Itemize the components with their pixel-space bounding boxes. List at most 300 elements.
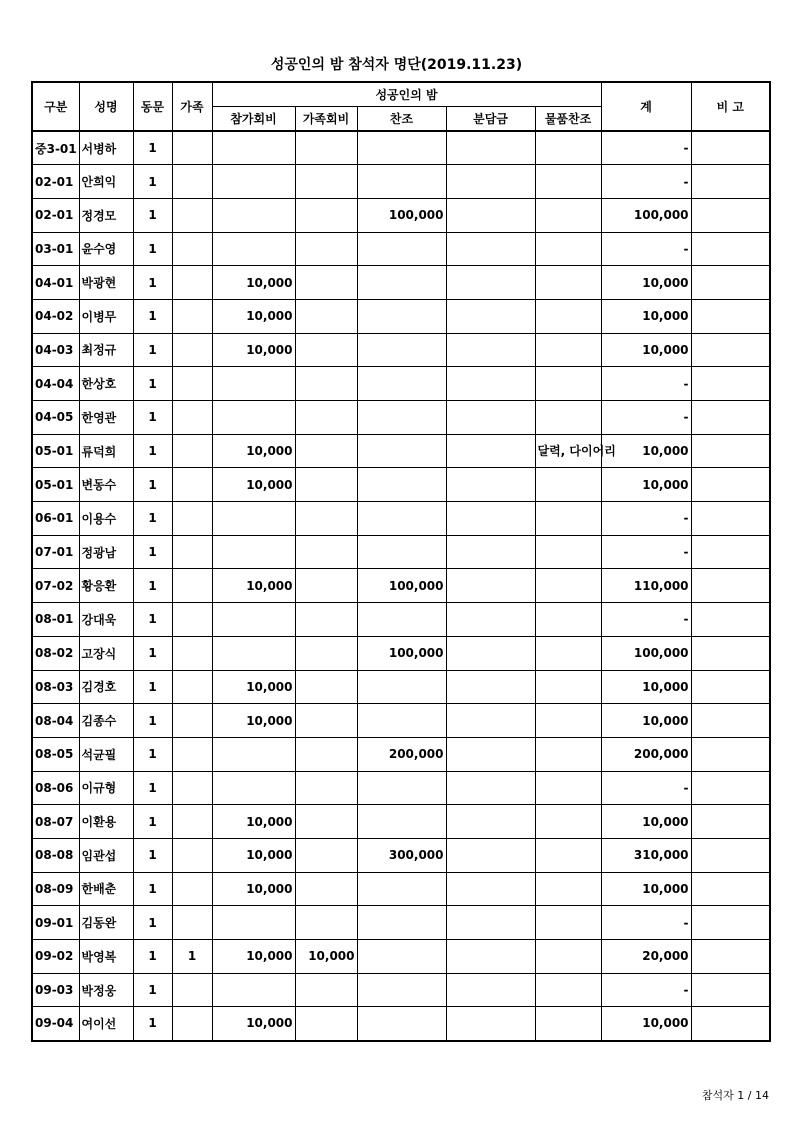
cell-total: - xyxy=(601,165,691,199)
cell-fee xyxy=(212,973,295,1007)
cell-family xyxy=(172,367,212,401)
cell-family-fee xyxy=(295,232,357,266)
cell-goods xyxy=(535,973,601,1007)
table-row xyxy=(32,737,770,771)
cell-family-fee xyxy=(295,838,357,872)
cell-note xyxy=(691,569,770,603)
table-row xyxy=(32,603,770,637)
cell-fee xyxy=(212,232,295,266)
cell-dongmun: 1 xyxy=(133,737,172,771)
cell-family-fee xyxy=(295,670,357,704)
cell-goods xyxy=(535,299,601,333)
cell-dongmun: 1 xyxy=(133,805,172,839)
cell-fee xyxy=(212,165,295,199)
cell-sponsor xyxy=(357,468,446,502)
table-row xyxy=(32,535,770,569)
cell-note xyxy=(691,434,770,468)
cell-name: 김경호 xyxy=(79,670,133,704)
cell-gubun: 04-03 xyxy=(32,333,79,367)
cell-name: 박영복 xyxy=(79,940,133,974)
cell-total: 10,000 xyxy=(601,1007,691,1041)
cell-sponsor xyxy=(357,502,446,536)
cell-fee: 10,000 xyxy=(212,333,295,367)
cell-note xyxy=(691,838,770,872)
table-row xyxy=(32,367,770,401)
cell-note xyxy=(691,535,770,569)
cell-note xyxy=(691,333,770,367)
table-row xyxy=(32,636,770,670)
cell-fee: 10,000 xyxy=(212,872,295,906)
cell-note xyxy=(691,502,770,536)
cell-name: 정광남 xyxy=(79,535,133,569)
cell-total: - xyxy=(601,535,691,569)
cell-share xyxy=(446,367,535,401)
cell-gubun: 07-01 xyxy=(32,535,79,569)
cell-sponsor xyxy=(357,333,446,367)
cell-family-fee xyxy=(295,771,357,805)
cell-family-fee xyxy=(295,198,357,232)
cell-dongmun: 1 xyxy=(133,771,172,805)
cell-goods xyxy=(535,805,601,839)
cell-total: 10,000 xyxy=(601,704,691,738)
cell-total: 10,000 xyxy=(601,468,691,502)
cell-goods xyxy=(535,771,601,805)
cell-fee xyxy=(212,131,295,165)
header-fee: 참가회비 xyxy=(212,107,295,132)
cell-family xyxy=(172,771,212,805)
cell-gubun: 08-04 xyxy=(32,704,79,738)
cell-family-fee xyxy=(295,367,357,401)
table-row xyxy=(32,906,770,940)
cell-name: 박광현 xyxy=(79,266,133,300)
cell-name: 이규형 xyxy=(79,771,133,805)
cell-dongmun: 1 xyxy=(133,266,172,300)
cell-dongmun: 1 xyxy=(133,973,172,1007)
cell-name: 변동수 xyxy=(79,468,133,502)
cell-family xyxy=(172,502,212,536)
cell-family-fee xyxy=(295,603,357,637)
cell-gubun: 05-01 xyxy=(32,434,79,468)
cell-family xyxy=(172,670,212,704)
cell-share xyxy=(446,737,535,771)
cell-goods xyxy=(535,333,601,367)
cell-family xyxy=(172,569,212,603)
cell-dongmun: 1 xyxy=(133,636,172,670)
cell-name: 안희익 xyxy=(79,165,133,199)
cell-total: - xyxy=(601,603,691,637)
cell-note xyxy=(691,973,770,1007)
cell-family xyxy=(172,838,212,872)
cell-fee: 10,000 xyxy=(212,266,295,300)
cell-total: 100,000 xyxy=(601,636,691,670)
cell-fee xyxy=(212,367,295,401)
cell-goods xyxy=(535,636,601,670)
table-row xyxy=(32,940,770,974)
cell-share xyxy=(446,670,535,704)
cell-goods xyxy=(535,940,601,974)
cell-family xyxy=(172,737,212,771)
cell-total: - xyxy=(601,973,691,1007)
cell-dongmun: 1 xyxy=(133,198,172,232)
cell-family xyxy=(172,468,212,502)
cell-note xyxy=(691,771,770,805)
cell-total: 10,000 xyxy=(601,299,691,333)
table-row xyxy=(32,198,770,232)
cell-sponsor: 100,000 xyxy=(357,569,446,603)
cell-family xyxy=(172,805,212,839)
cell-share xyxy=(446,569,535,603)
cell-total: - xyxy=(601,906,691,940)
page-title: 성공인의 밤 참석자 명단(2019.11.23) xyxy=(270,57,523,73)
table-row xyxy=(32,872,770,906)
cell-total: - xyxy=(601,367,691,401)
cell-note xyxy=(691,131,770,165)
cell-total: 10,000 xyxy=(601,266,691,300)
table-row xyxy=(32,838,770,872)
cell-fee: 10,000 xyxy=(212,805,295,839)
table-row xyxy=(32,805,770,839)
cell-family xyxy=(172,198,212,232)
cell-gubun: 03-01 xyxy=(32,232,79,266)
cell-share xyxy=(446,434,535,468)
cell-family xyxy=(172,401,212,435)
cell-total: 10,000 xyxy=(601,805,691,839)
cell-family-fee xyxy=(295,973,357,1007)
cell-total: 20,000 xyxy=(601,940,691,974)
table-row xyxy=(32,266,770,300)
cell-note xyxy=(691,1007,770,1041)
table-row xyxy=(32,502,770,536)
cell-gubun: 09-03 xyxy=(32,973,79,1007)
header-sponsor: 찬조 xyxy=(357,107,446,132)
cell-sponsor xyxy=(357,704,446,738)
cell-fee: 10,000 xyxy=(212,838,295,872)
cell-gubun: 09-02 xyxy=(32,940,79,974)
cell-name: 여이선 xyxy=(79,1007,133,1041)
attendee-table xyxy=(31,81,771,1042)
cell-dongmun: 1 xyxy=(133,232,172,266)
cell-goods xyxy=(535,603,601,637)
cell-total: 110,000 xyxy=(601,569,691,603)
cell-dongmun: 1 xyxy=(133,299,172,333)
cell-fee xyxy=(212,198,295,232)
cell-gubun: 중3-01 xyxy=(32,131,79,165)
cell-fee xyxy=(212,603,295,637)
cell-fee xyxy=(212,535,295,569)
table-row xyxy=(32,165,770,199)
cell-family xyxy=(172,333,212,367)
cell-name: 한상호 xyxy=(79,367,133,401)
cell-sponsor xyxy=(357,401,446,435)
cell-share xyxy=(446,704,535,738)
cell-note xyxy=(691,603,770,637)
cell-share xyxy=(446,502,535,536)
cell-family xyxy=(172,603,212,637)
cell-sponsor xyxy=(357,1007,446,1041)
cell-goods: 달력, 다이어리 xyxy=(535,434,601,468)
cell-goods xyxy=(535,737,601,771)
cell-note xyxy=(691,704,770,738)
cell-family-fee xyxy=(295,636,357,670)
cell-name: 한영관 xyxy=(79,401,133,435)
table-row xyxy=(32,973,770,1007)
cell-name: 강대욱 xyxy=(79,603,133,637)
cell-family xyxy=(172,704,212,738)
cell-family-fee xyxy=(295,401,357,435)
table-row xyxy=(32,1007,770,1041)
cell-sponsor: 100,000 xyxy=(357,636,446,670)
cell-dongmun: 1 xyxy=(133,165,172,199)
cell-family xyxy=(172,299,212,333)
cell-gubun: 02-01 xyxy=(32,165,79,199)
cell-gubun: 09-01 xyxy=(32,906,79,940)
cell-dongmun: 1 xyxy=(133,1007,172,1041)
table-row xyxy=(32,771,770,805)
cell-note xyxy=(691,198,770,232)
header-family-fee: 가족회비 xyxy=(295,107,357,132)
cell-share xyxy=(446,771,535,805)
cell-sponsor: 100,000 xyxy=(357,198,446,232)
cell-family xyxy=(172,973,212,1007)
cell-goods xyxy=(535,502,601,536)
cell-gubun: 08-09 xyxy=(32,872,79,906)
cell-share xyxy=(446,838,535,872)
cell-share xyxy=(446,165,535,199)
cell-note xyxy=(691,805,770,839)
page-footer: 참석자 1 / 14 xyxy=(701,1089,769,1102)
cell-share xyxy=(446,603,535,637)
cell-note xyxy=(691,232,770,266)
cell-gubun: 08-03 xyxy=(32,670,79,704)
cell-total: 310,000 xyxy=(601,838,691,872)
cell-sponsor: 200,000 xyxy=(357,737,446,771)
cell-share xyxy=(446,1007,535,1041)
cell-sponsor xyxy=(357,232,446,266)
cell-dongmun: 1 xyxy=(133,468,172,502)
cell-name: 서병하 xyxy=(79,131,133,165)
table-row xyxy=(32,569,770,603)
header-total: 계 xyxy=(601,82,691,131)
cell-sponsor xyxy=(357,131,446,165)
cell-goods xyxy=(535,468,601,502)
cell-gubun: 08-06 xyxy=(32,771,79,805)
cell-family-fee xyxy=(295,569,357,603)
cell-family-fee xyxy=(295,434,357,468)
cell-sponsor xyxy=(357,165,446,199)
table-header xyxy=(32,82,770,131)
cell-family-fee xyxy=(295,805,357,839)
cell-dongmun: 1 xyxy=(133,906,172,940)
cell-sponsor xyxy=(357,434,446,468)
cell-goods xyxy=(535,569,601,603)
cell-gubun: 08-02 xyxy=(32,636,79,670)
cell-dongmun: 1 xyxy=(133,872,172,906)
cell-sponsor xyxy=(357,973,446,1007)
cell-fee xyxy=(212,636,295,670)
cell-dongmun: 1 xyxy=(133,569,172,603)
cell-dongmun: 1 xyxy=(133,502,172,536)
cell-family xyxy=(172,636,212,670)
cell-total: 10,000 xyxy=(601,333,691,367)
cell-goods xyxy=(535,872,601,906)
header-name: 성명 xyxy=(79,82,133,131)
cell-gubun: 04-05 xyxy=(32,401,79,435)
cell-family xyxy=(172,872,212,906)
cell-fee: 10,000 xyxy=(212,569,295,603)
cell-name: 김동완 xyxy=(79,906,133,940)
cell-goods xyxy=(535,131,601,165)
header-goods: 물품찬조 xyxy=(535,107,601,132)
cell-share xyxy=(446,636,535,670)
cell-total: 200,000 xyxy=(601,737,691,771)
cell-dongmun: 1 xyxy=(133,131,172,165)
header-share: 분담금 xyxy=(446,107,535,132)
cell-goods xyxy=(535,704,601,738)
cell-sponsor xyxy=(357,603,446,637)
cell-sponsor xyxy=(357,872,446,906)
cell-family-fee xyxy=(295,266,357,300)
table-row xyxy=(32,131,770,165)
cell-share xyxy=(446,535,535,569)
cell-sponsor: 300,000 xyxy=(357,838,446,872)
cell-gubun: 04-04 xyxy=(32,367,79,401)
cell-total: - xyxy=(601,401,691,435)
cell-gubun: 08-05 xyxy=(32,737,79,771)
cell-fee xyxy=(212,401,295,435)
cell-fee: 10,000 xyxy=(212,940,295,974)
cell-name: 윤수영 xyxy=(79,232,133,266)
cell-family-fee xyxy=(295,502,357,536)
cell-name: 이환용 xyxy=(79,805,133,839)
cell-sponsor xyxy=(357,906,446,940)
cell-fee: 10,000 xyxy=(212,704,295,738)
cell-fee: 10,000 xyxy=(212,1007,295,1041)
cell-name: 정경모 xyxy=(79,198,133,232)
cell-note xyxy=(691,872,770,906)
cell-gubun: 05-01 xyxy=(32,468,79,502)
cell-note xyxy=(691,906,770,940)
cell-name: 박정웅 xyxy=(79,973,133,1007)
cell-gubun: 08-07 xyxy=(32,805,79,839)
cell-family: 1 xyxy=(172,940,212,974)
cell-dongmun: 1 xyxy=(133,704,172,738)
cell-sponsor xyxy=(357,771,446,805)
cell-sponsor xyxy=(357,940,446,974)
cell-family xyxy=(172,232,212,266)
cell-share xyxy=(446,131,535,165)
cell-total: 10,000 xyxy=(601,872,691,906)
cell-family-fee xyxy=(295,906,357,940)
cell-share xyxy=(446,973,535,1007)
cell-gubun: 08-01 xyxy=(32,603,79,637)
cell-family xyxy=(172,906,212,940)
cell-goods xyxy=(535,1007,601,1041)
cell-family xyxy=(172,535,212,569)
cell-total: - xyxy=(601,232,691,266)
cell-goods xyxy=(535,367,601,401)
cell-family-fee xyxy=(295,535,357,569)
cell-family-fee xyxy=(295,704,357,738)
cell-share xyxy=(446,266,535,300)
cell-share xyxy=(446,805,535,839)
cell-dongmun: 1 xyxy=(133,940,172,974)
cell-note xyxy=(691,940,770,974)
cell-name: 김종수 xyxy=(79,704,133,738)
cell-fee xyxy=(212,771,295,805)
cell-gubun: 06-01 xyxy=(32,502,79,536)
header-note: 비 고 xyxy=(691,82,770,131)
cell-fee: 10,000 xyxy=(212,434,295,468)
table-body xyxy=(32,131,770,1041)
cell-total: - xyxy=(601,771,691,805)
cell-total: - xyxy=(601,502,691,536)
cell-share xyxy=(446,333,535,367)
cell-fee: 10,000 xyxy=(212,670,295,704)
cell-family-fee xyxy=(295,299,357,333)
header-group: 성공인의 밤 xyxy=(212,82,601,107)
table-row xyxy=(32,434,770,468)
cell-share xyxy=(446,232,535,266)
cell-name: 류덕희 xyxy=(79,434,133,468)
cell-name: 임관섭 xyxy=(79,838,133,872)
cell-family-fee xyxy=(295,333,357,367)
table-row xyxy=(32,232,770,266)
cell-share xyxy=(446,940,535,974)
header-gubun: 구분 xyxy=(32,82,79,131)
cell-sponsor xyxy=(357,535,446,569)
cell-name: 한배춘 xyxy=(79,872,133,906)
cell-share xyxy=(446,401,535,435)
cell-total: 10,000 xyxy=(601,434,691,468)
table-row xyxy=(32,670,770,704)
cell-family xyxy=(172,165,212,199)
cell-note xyxy=(691,299,770,333)
cell-total: - xyxy=(601,131,691,165)
cell-goods xyxy=(535,535,601,569)
table-row xyxy=(32,299,770,333)
cell-name: 고장식 xyxy=(79,636,133,670)
cell-sponsor xyxy=(357,367,446,401)
cell-goods xyxy=(535,232,601,266)
cell-name: 이용수 xyxy=(79,502,133,536)
cell-fee xyxy=(212,502,295,536)
cell-dongmun: 1 xyxy=(133,401,172,435)
cell-fee: 10,000 xyxy=(212,299,295,333)
cell-dongmun: 1 xyxy=(133,670,172,704)
cell-family-fee xyxy=(295,1007,357,1041)
cell-goods xyxy=(535,266,601,300)
cell-share xyxy=(446,468,535,502)
cell-note xyxy=(691,670,770,704)
cell-share xyxy=(446,906,535,940)
cell-name: 석균필 xyxy=(79,737,133,771)
cell-gubun: 04-01 xyxy=(32,266,79,300)
cell-family-fee xyxy=(295,468,357,502)
table-row xyxy=(32,401,770,435)
cell-gubun: 02-01 xyxy=(32,198,79,232)
cell-name: 이병무 xyxy=(79,299,133,333)
cell-name: 황응환 xyxy=(79,569,133,603)
cell-goods xyxy=(535,670,601,704)
cell-sponsor xyxy=(357,266,446,300)
cell-total: 100,000 xyxy=(601,198,691,232)
cell-gubun: 04-02 xyxy=(32,299,79,333)
cell-note xyxy=(691,636,770,670)
cell-dongmun: 1 xyxy=(133,367,172,401)
cell-family xyxy=(172,266,212,300)
cell-dongmun: 1 xyxy=(133,434,172,468)
cell-goods xyxy=(535,401,601,435)
